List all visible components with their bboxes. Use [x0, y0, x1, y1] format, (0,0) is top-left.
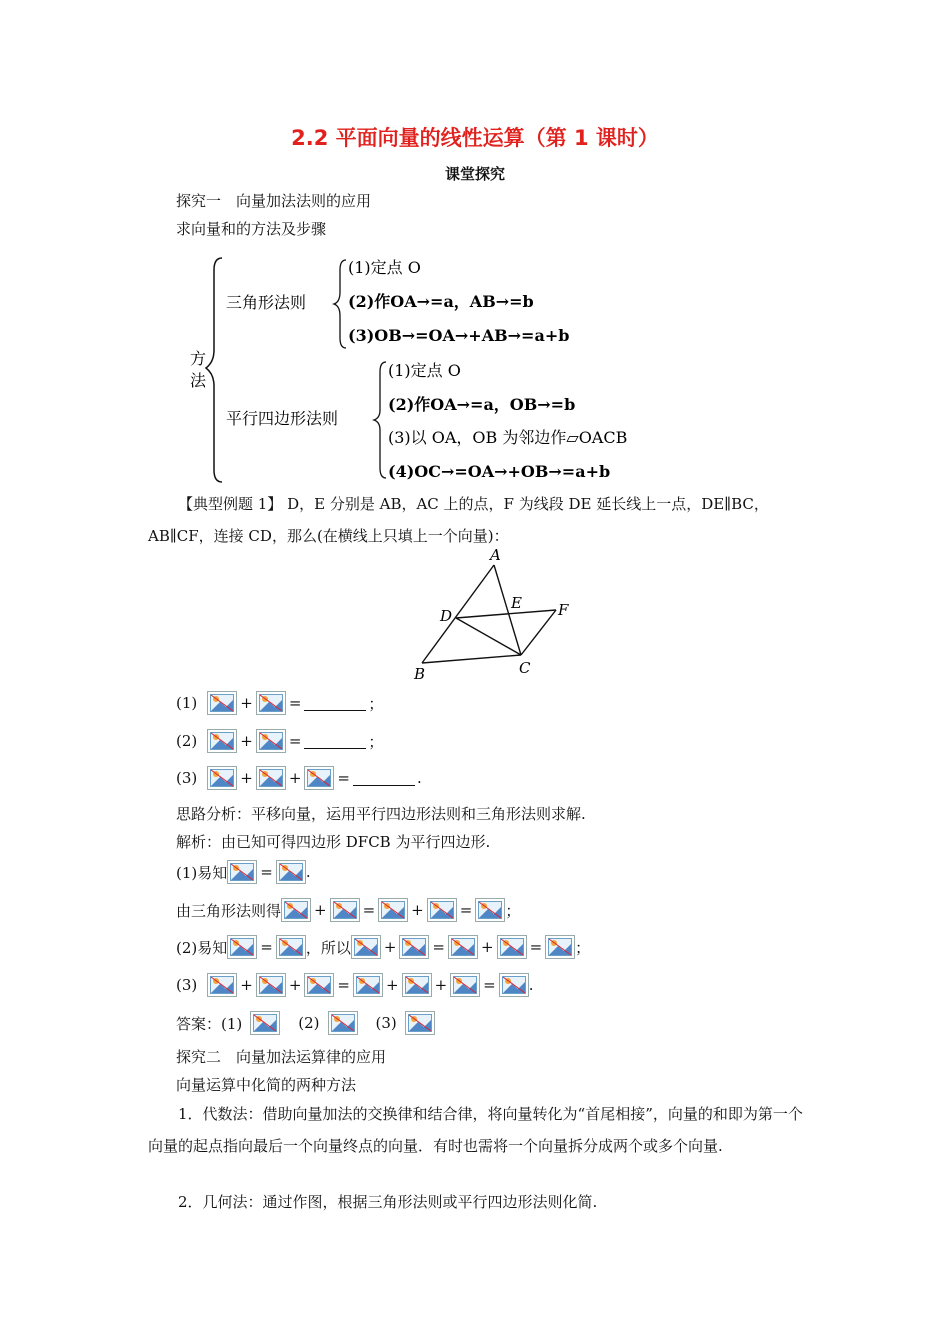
- parallelogram-step-3: (3)以 OA，OB 为邻边作▱OACB: [388, 428, 628, 447]
- image-placeholder-icon: [497, 935, 527, 959]
- answer-line: 答案：(1) (2) (3): [176, 1008, 435, 1038]
- parallelogram-step-4: (4)OC→=OA→+OB→=a+b: [388, 462, 611, 481]
- method-brace-diagram: [180, 252, 700, 488]
- figure-label-d: D: [440, 607, 453, 625]
- question-number: (1): [176, 694, 198, 712]
- image-placeholder-icon: [351, 935, 381, 959]
- example-text: D，E 分别是 AB，AC 上的点，F 为线段 DE 延长线上一点，DE∥BC，AB∥CF，连接 CD，那么(在横线上只填上一个向量)：: [148, 495, 769, 545]
- example-paragraph: [148, 488, 808, 552]
- analysis-text: 思路分析：平移向量，运用平行四边形法则和三角形法则求解.: [176, 805, 586, 823]
- image-placeholder-icon: [250, 1011, 280, 1035]
- section2-heading: 探究二 向量加法运算律的应用: [176, 1048, 387, 1066]
- answer-blank: [353, 771, 415, 786]
- image-placeholder-icon: [227, 935, 257, 959]
- image-placeholder-icon: [207, 973, 237, 997]
- image-placeholder-icon: [227, 860, 257, 884]
- section2-intro: 向量运算中化简的两种方法: [176, 1076, 357, 1094]
- triangle-step-1: (1)定点 O: [348, 258, 421, 277]
- image-placeholder-icon: [405, 1011, 435, 1035]
- image-placeholder-icon: [328, 1011, 358, 1035]
- image-placeholder-icon: [276, 935, 306, 959]
- triangle-figure: [405, 545, 580, 685]
- solution-1b: 由三角形法则得 + = + = ；: [176, 895, 520, 925]
- question-number: (3): [176, 769, 198, 787]
- image-placeholder-icon: [427, 898, 457, 922]
- question-3: (3) + + = .: [176, 763, 422, 793]
- answer-blank: [304, 734, 366, 749]
- parallelogram-step-2: (2)作OA→=a，OB→=b: [388, 395, 576, 414]
- section1-intro: 求向量和的方法及步骤: [176, 220, 327, 238]
- figure-label-a: A: [490, 546, 501, 564]
- image-placeholder-icon: [399, 935, 429, 959]
- image-placeholder-icon: [330, 898, 360, 922]
- image-placeholder-icon: [281, 898, 311, 922]
- figure-label-e: E: [511, 594, 522, 612]
- method-root-char1: 方: [190, 349, 207, 368]
- method-root-char2: 法: [190, 371, 207, 390]
- triangle-step-3: (3)OB→=OA→+AB→=a+b: [348, 326, 570, 345]
- solution-1: (1)易知 = .: [176, 857, 311, 887]
- image-placeholder-icon: [378, 898, 408, 922]
- example-label: 【典型例题 1】: [178, 495, 283, 513]
- image-placeholder-icon: [256, 766, 286, 790]
- question-1: (1) + = ；: [176, 688, 383, 718]
- figure-label-f: F: [558, 601, 569, 619]
- image-placeholder-icon: [256, 973, 286, 997]
- image-placeholder-icon: [475, 898, 505, 922]
- image-placeholder-icon: [207, 691, 237, 715]
- image-placeholder-icon: [448, 935, 478, 959]
- image-placeholder-icon: [450, 973, 480, 997]
- figure-label-c: C: [519, 659, 531, 677]
- image-placeholder-icon: [402, 973, 432, 997]
- solution-3: (3) + + = + + = .: [176, 970, 534, 1000]
- image-placeholder-icon: [207, 729, 237, 753]
- image-placeholder-icon: [304, 766, 334, 790]
- image-placeholder-icon: [256, 729, 286, 753]
- parallelogram-rule-label: 平行四边形法则: [226, 409, 339, 428]
- answer-blank: [304, 696, 366, 711]
- section1-heading: 探究一 向量加法法则的应用: [176, 192, 372, 210]
- section-subtitle: 课堂探究: [444, 165, 505, 183]
- image-placeholder-icon: [276, 860, 306, 884]
- solution-2: (2)易知 = ，所以 + = + = ；: [176, 932, 590, 962]
- triangle-rule-label: 三角形法则: [226, 293, 307, 312]
- method-2-paragraph: 2．几何法：通过作图，根据三角形法则或平行四边形法则化简.: [178, 1193, 598, 1211]
- solution-intro: 解析：由已知可得四边形 DFCB 为平行四边形.: [176, 833, 491, 851]
- image-placeholder-icon: [499, 973, 529, 997]
- question-number: (2): [176, 732, 198, 750]
- parallelogram-step-1: (1)定点 O: [388, 361, 461, 380]
- image-placeholder-icon: [545, 935, 575, 959]
- method-1-paragraph: 1．代数法：借助向量加法的交换律和结合律，将向量转化为“首尾相接”，向量的和即为第一个向量的起点指向最后一个向量终点的向量．有时也需将一个向量拆分成两个或多个向量.: [148, 1105, 803, 1155]
- image-placeholder-icon: [256, 691, 286, 715]
- image-placeholder-icon: [304, 973, 334, 997]
- figure-label-b: B: [414, 665, 426, 683]
- page-title: 2.2 平面向量的线性运算（第 1 课时）: [291, 126, 659, 150]
- triangle-step-2: (2)作OA→=a，AB→=b: [348, 292, 534, 311]
- image-placeholder-icon: [207, 766, 237, 790]
- question-2: (2) + = ；: [176, 726, 383, 756]
- image-placeholder-icon: [353, 973, 383, 997]
